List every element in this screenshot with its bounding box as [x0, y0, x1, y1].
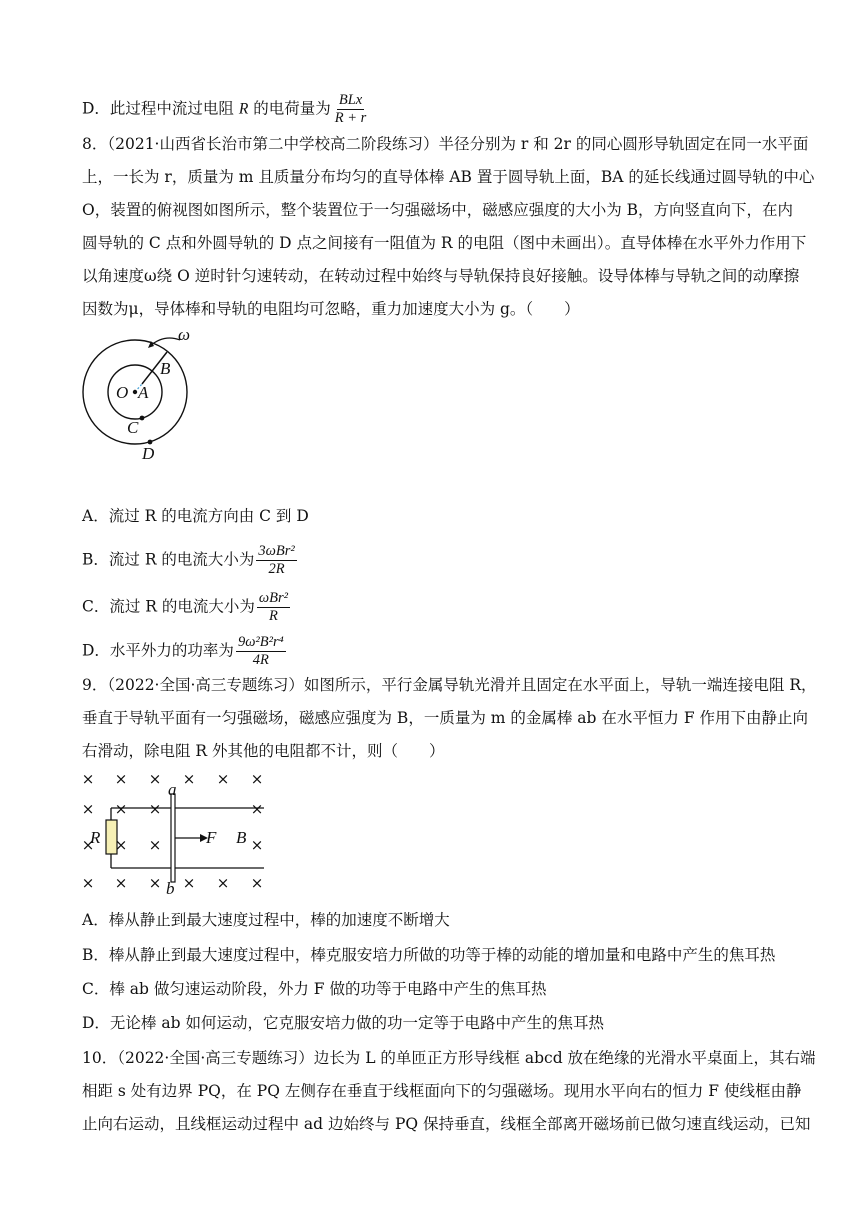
- q9-stem-line-3: 右滑动，除电阻 R 外其他的电阻都不计，则（ ）: [82, 742, 445, 760]
- label-omega: ω: [178, 332, 191, 344]
- fraction: $\frac{\text{9ω²B²r⁴}}{4R}$: [237, 634, 284, 668]
- label-a: a: [168, 780, 177, 799]
- metal-rod-ab: [171, 794, 175, 882]
- label-b-rod: b: [166, 879, 175, 898]
- field-cross: ×: [114, 874, 128, 892]
- field-cross: ×: [250, 770, 264, 788]
- fraction: $\frac{\text{BLx}}{R + r}$: [334, 92, 367, 126]
- label-o: O: [116, 383, 129, 402]
- q9-stem-line-1: 9．（2022·全国·高三专题练习）如图所示，平行金属导轨光滑并且固定在水平面上，导轨一端连接电阻 R，: [82, 676, 817, 694]
- q8-option-a: A．流过 R 的电流方向由 C 到 D: [82, 507, 309, 525]
- field-cross: ×: [114, 800, 128, 818]
- field-cross: ×: [182, 874, 196, 892]
- field-cross: ×: [148, 874, 162, 892]
- field-cross: ×: [148, 770, 162, 788]
- q8-stem-line-6: 因数为μ，导体棒和导轨的电阻均可忽略，重力加速度大小为 g。（ ）: [82, 300, 580, 318]
- q9-option-a: A．棒从静止到最大速度过程中，棒的加速度不断增大: [82, 911, 450, 929]
- field-cross: ×: [250, 874, 264, 892]
- q8-stem-line-1: 8．（2021·山西省长治市第二中学校高二阶段练习）半径分别为 r 和 2r 的同心圆形导轨固定在同一水平面: [82, 135, 809, 153]
- q7-option-d: D．此过程中流过电阻 R 的电荷量为 $\frac{\text{BLx}}{R + r}$: [82, 92, 367, 126]
- rotation-arrow-icon: [150, 338, 180, 346]
- q8-stem-line-4: 圆导轨的 C 点和外圆导轨的 D 点之间接有一阻值为 R 的电阻（图中未画出）。直导体棒在水平外力作用下: [82, 234, 807, 252]
- q10-stem-line-2: 相距 s 处有边界 PQ，在 PQ 左侧存在垂直于线框面向下的匀强磁场。现用水平向右的恒力 F 使线框由静: [82, 1082, 802, 1100]
- label-f: F: [206, 828, 217, 847]
- field-cross: ×: [250, 800, 264, 818]
- q10-stem-line-3: 止向右运动，且线框运动过程中 ad 边始终与 PQ 保持垂直，线框全部离开磁场前已做匀速直线运动，已知: [82, 1115, 811, 1133]
- q9-option-d: D．无论棒 ab 如何运动，它克服安培力做的功一定等于电路中产生的焦耳热: [82, 1014, 604, 1032]
- q8-option-b: B．流过 R 的电流大小为 $\frac{\text{3ωBr²}}{2R}$: [82, 543, 295, 577]
- field-cross: ×: [114, 836, 128, 854]
- label-c: C: [127, 418, 139, 437]
- label-b: B: [160, 359, 171, 378]
- q8-option-d: D．水平外力的功率为 $\frac{\text{9ω²B²r⁴}}{4R}$: [82, 634, 284, 668]
- field-cross: ×: [182, 770, 196, 788]
- q8-stem-line-2: 上，一长为 r，质量为 m 且质量分布均匀的直导体棒 AB 置于圆导轨上面，BA 的延长线通过圆导轨的中心: [82, 168, 815, 186]
- field-cross: ×: [148, 836, 162, 854]
- field-cross: ×: [250, 836, 264, 854]
- point-c: [140, 416, 145, 421]
- field-cross: ×: [81, 836, 95, 854]
- q8-concentric-rails-figure: [80, 332, 210, 467]
- q8-option-c: C．流过 R 的电流大小为 $\frac{\text{ωBr²}}{R}$: [82, 590, 288, 624]
- field-cross: ×: [81, 874, 95, 892]
- field-cross: ×: [81, 800, 95, 818]
- label-field-b: B: [236, 828, 247, 847]
- fraction: $\frac{\text{3ωBr²}}{2R}$: [258, 543, 295, 577]
- field-cross: ×: [114, 770, 128, 788]
- q8-stem-line-3: O，装置的俯视图如图所示，整个装置位于一匀强磁场中，磁感应强度的大小为 B，方向竖直向下，在内: [82, 201, 794, 219]
- label-d: D: [142, 444, 155, 463]
- q8-stem-line-5: 以角速度ω绕 O 逆时针匀速转动，在转动过程中始终与导轨保持良好接触。设导体棒与导轨之间的动摩擦: [82, 267, 800, 285]
- field-cross: ×: [148, 800, 162, 818]
- field-cross: ×: [216, 770, 230, 788]
- field-cross: ×: [216, 874, 230, 892]
- q10-stem-line-1: 10．（2022·全国·高三专题练习）边长为 L 的单匝正方形导线框 abcd 放在绝缘的光滑水平桌面上，其右端: [82, 1049, 816, 1067]
- q9-stem-line-2: 垂直于导轨平面有一匀强磁场，磁感应强度为 B，一质量为 m 的金属棒 ab 在水平恒力 F 作用下由静止向: [82, 709, 808, 727]
- label-r: R: [90, 828, 101, 847]
- q9-rail-circuit-figure: [78, 770, 278, 898]
- field-cross: ×: [81, 770, 95, 788]
- q9-option-b: B．棒从静止到最大速度过程中，棒克服安培力所做的功等于棒的动能的增加量和电路中产生的焦耳热: [82, 946, 776, 964]
- fraction: $\frac{\text{ωBr²}}{R}$: [258, 590, 288, 624]
- label-a: A: [138, 383, 149, 402]
- q9-option-c: C．棒 ab 做匀速运动阶段，外力 F 做的功等于电路中产生的焦耳热: [82, 980, 547, 998]
- center-point-o: [133, 390, 137, 394]
